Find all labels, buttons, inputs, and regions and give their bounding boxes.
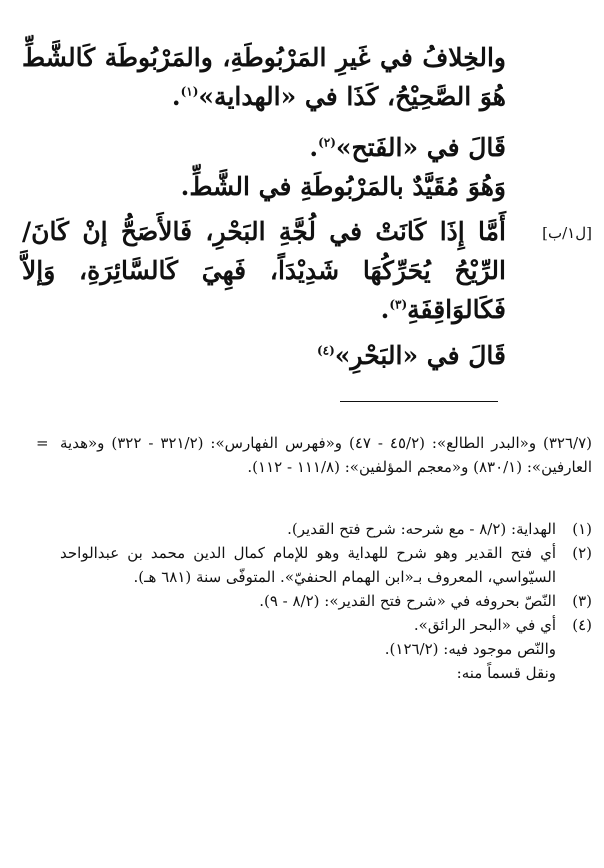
paragraph-3-text: أَمَّا إِذَا كَانَتْ في لُجَّةِ البَحْرِ، فَالأَصَحُّ إنْ كَانَ/ الرِّيْحُ يُحَرِّكُهَا شَدِيْدَاً، فَهِيَ كَالسَّائِرَةِ، وَإلاَّ فَكَالوَاقِفَةِ [22,217,506,324]
footnote-4-continuation-1: والنّص موجود فيه: (١٢٦/٢). [384,640,556,658]
footnote-ref-3: (٣) [389,297,408,312]
footnote-list [60,517,592,685]
main-paragraph-2 [22,128,506,206]
footnote-ref-2: (٢) [318,135,336,150]
paragraph-2a-text: قَالَ في «الفَتح» [335,133,506,162]
paragraph-2-line-b: وَهُوَ مُقَيَّدٌ بالمَرْبُوطَةِ في الشَّطِّ. [180,172,506,201]
footnote-ref-4: (٤) [316,343,335,358]
footnote-1-number: (١) [572,520,592,538]
paragraph-1-text: والخِلافُ في غَيرِ المَرْبُوطَةِ، والمَرْبُوطَة كَالشَّطِّ هُوَ الصَّحِيْحُ، كَذَا في «الهداية» [22,43,506,111]
footnote-4-number: (٤) [572,616,592,634]
footnote-4-text: أي في «البحر الرائق». [413,616,556,634]
footnote-ref-1: (١) [180,84,199,99]
footnote-2-text: أي فتح القدير وهو شرح للهداية وهو للإمام كمال الدين محمد بن عبدالواحد السيّواسي، المعروف بـ«ابن الهمام الحنفيّ». المتوفّى سنة (٦٨١ هـ). [60,544,556,586]
main-paragraph-4 [22,336,506,375]
footnote-carry-over [36,431,592,479]
footnote-2 [60,541,592,589]
footnote-4 [60,613,592,637]
footnote-2-number: (٢) [572,544,592,562]
carry-over-text: (٣٢٦/٧) و«البدر الطالع»: (٤٥/٢ - ٤٧) و«فهرس الفهارس»: (٣٢١/٢ - ٣٢٢) و«هدية العارفين»: (٨٣٠/١) و«معجم المؤلفين»: (١١١/٨ - ١١٢). [60,434,592,476]
footnote-1-text: الهداية: (٨/٢ - مع شرحه: شرح فتح القدير). [287,520,556,538]
footnote-4-continuation-2: ونقل قسماً منه: [456,664,556,682]
paragraph-3-end: . [380,295,390,324]
footnote-3-number: (٣) [572,592,592,610]
carry-over-mark: = [36,434,49,452]
footnote-3 [60,589,592,613]
footnote-3-text: النّصّ بحروفه في «شرح فتح القدير»: (٨/٢ - ٩). [259,592,556,610]
main-paragraph-3 [22,212,506,329]
paragraph-4-text: قَالَ في «البَحْرِ» [334,341,506,370]
footnote-separator [340,401,498,402]
footnote-1 [60,517,592,541]
main-paragraph-1: والخِلافُ في غَيرِ المَرْبُوطَةِ، والمَرْبُوطَة كَالشَّطِّ هُوَ الصَّحِيْحُ، كَذَا في «الهداية»$^{(١)}$. [22,43,506,111]
paragraph-2a-end: . [309,133,319,162]
manuscript-folio-marker: [ل١/ب] [542,224,592,242]
paragraph-2-line-a [22,128,506,167]
